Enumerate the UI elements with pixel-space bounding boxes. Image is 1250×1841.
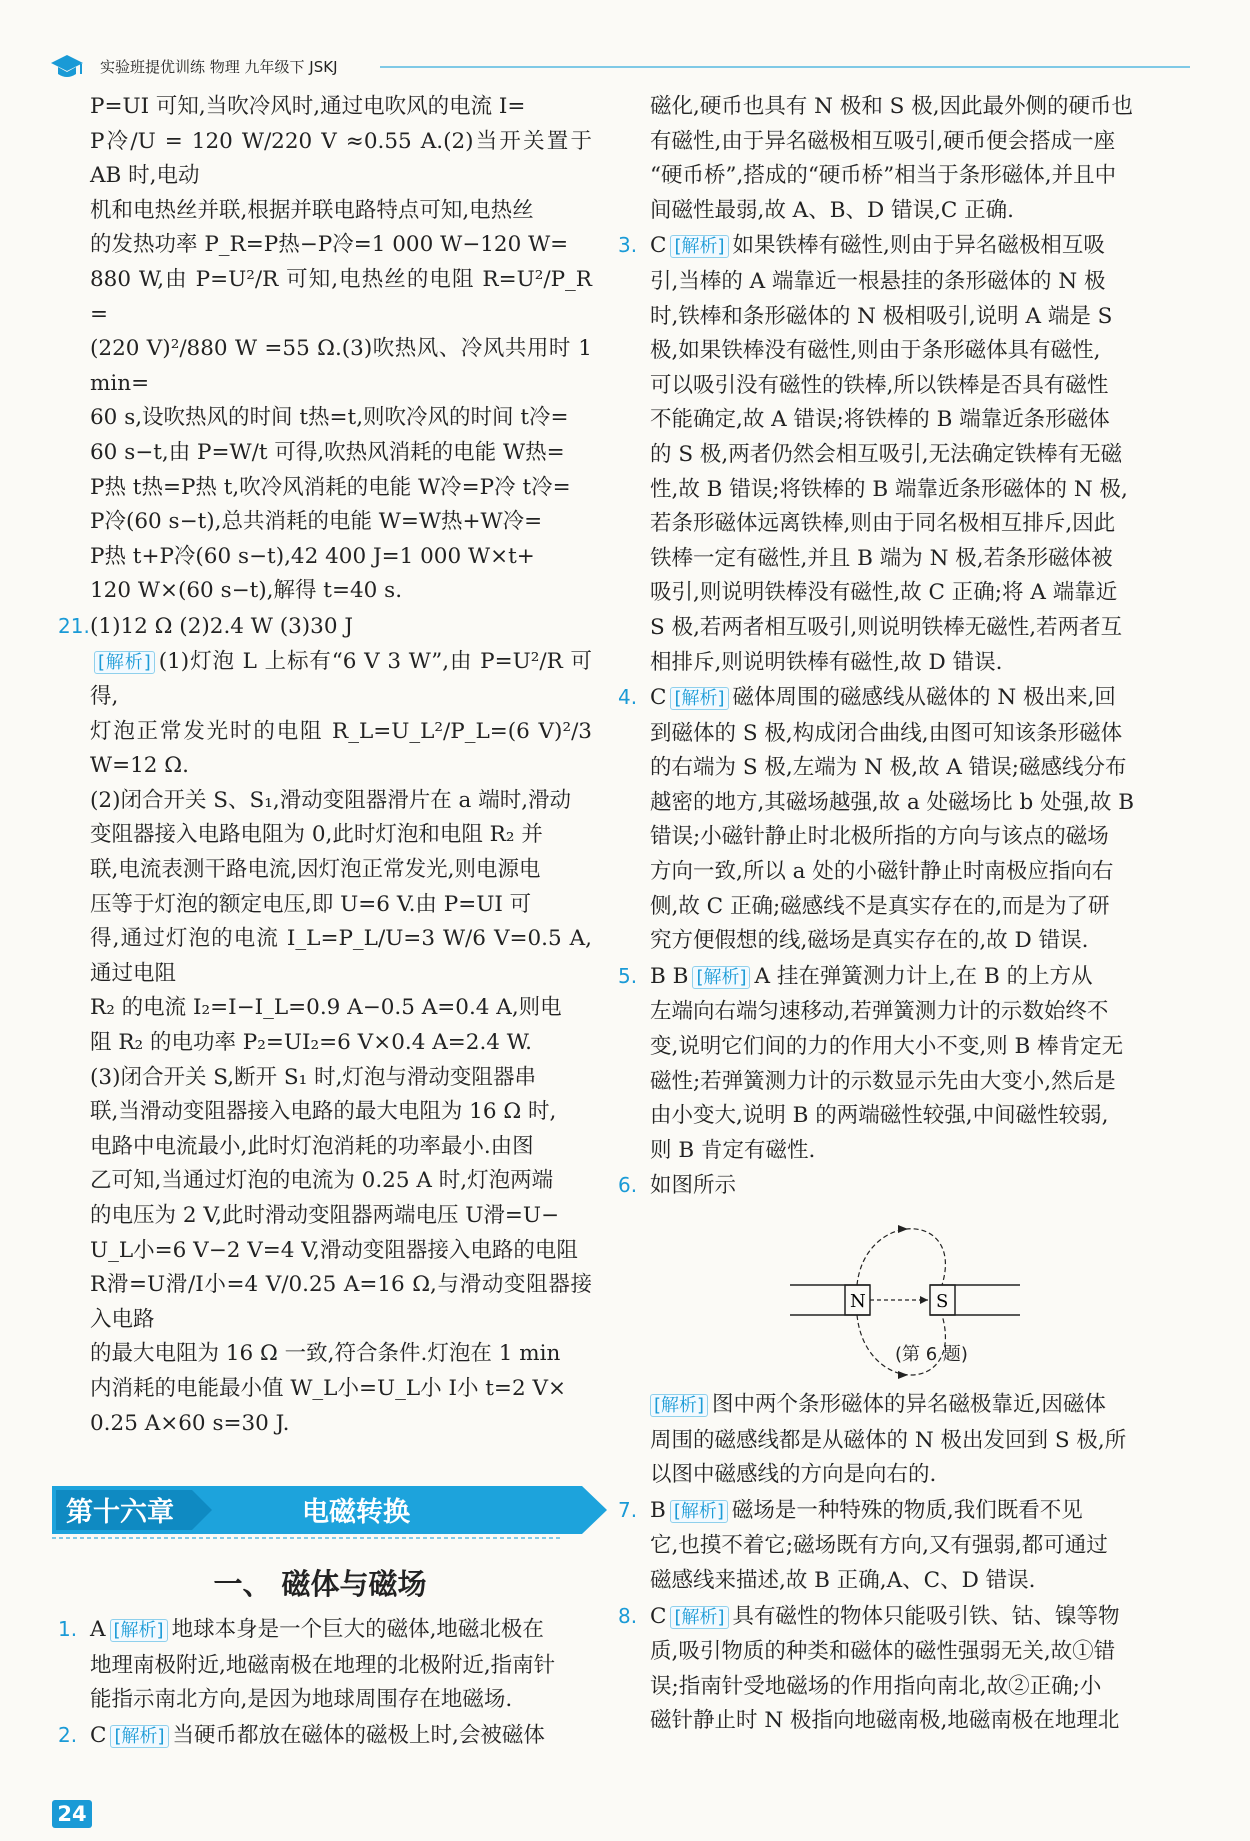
pole-N-label: N	[850, 1291, 866, 1312]
text-line: 120 W×(60 s−t),解得 t=40 s.	[90, 578, 403, 604]
section-title: 一、 磁体与磁场	[213, 1567, 427, 1601]
text-line: 磁性;若弹簧测力计的示数显示先由大变小,然后是	[650, 1068, 1116, 1094]
text-line: 它,也摸不着它;磁场既有方向,又有强弱,都可通过	[650, 1533, 1108, 1559]
text-line: R滑=U滑/I小=4 V/0.25 A=16 Ω,与滑动变阻器接入电路	[90, 1272, 592, 1332]
right-column	[618, 90, 1165, 1204]
text-line: 越密的地方,其磁场越强,故 a 处磁场比 b 处强,故 B	[650, 789, 1135, 815]
analysis-tag: [解析]	[670, 687, 728, 710]
text-line: 究方便假想的线,磁场是真实存在的,故 D 错误.	[650, 928, 1089, 954]
answer-text: 如图所示	[650, 1173, 737, 1199]
question-number: 4.	[618, 685, 638, 710]
header-title: 实验班提优训练 物理 九年级下 JSKJ	[100, 58, 338, 76]
text-line: 则 B 肯定有磁性.	[650, 1137, 816, 1163]
text-line: 磁感线来描述,故 B 正确,A、C、D 错误.	[650, 1567, 1036, 1593]
text-line: 由小变大,说明 B 的两端磁性较强,中间磁性较弱,	[650, 1103, 1109, 1129]
answer-q3	[618, 228, 1165, 265]
answer-text: B B	[650, 963, 689, 989]
field-arrow-bottom	[898, 1371, 908, 1379]
text-line: 的 S 极,两者仍然会相互吸引,无法确定铁棒有无磁	[650, 441, 1123, 467]
text-line: 60 s,设吹热风的时间 t热=t,则吹冷风的时间 t冷=	[90, 405, 569, 431]
analysis-tag: [解析]	[670, 1606, 728, 1629]
text-span: 磁场是一种特殊的物质,我们既看不见	[731, 1497, 1083, 1523]
page-number: 24	[52, 1800, 92, 1828]
right-column-bottom	[618, 1388, 1165, 1739]
header-rule	[380, 66, 1190, 68]
text-span: (1)灯泡 L 上标有“6 V 3 W”,由 P=U²/R 可得,	[90, 648, 592, 710]
text-line: 880 W,由 P=U²/R 可知,电热丝的电阻 R=U²/P_R =	[90, 266, 592, 327]
text-line: 的电压为 2 V,此时滑动变阻器两端电压 U滑=U−	[90, 1203, 560, 1228]
answer-text: C	[650, 1603, 667, 1629]
answer-q6	[618, 1168, 1165, 1204]
text-line: (2)闭合开关 S、S₁,滑动变阻器滑片在 a 端时,滑动	[90, 787, 572, 813]
answer-text: B	[650, 1497, 666, 1523]
text-span: 如果铁棒有磁性,则由于异名磁极相互吸	[732, 233, 1105, 259]
text-line: 机和电热丝并联,根据并联电路特点可知,电热丝	[90, 197, 534, 223]
text-line	[650, 1388, 1165, 1424]
text-line: (220 V)²/880 W =55 Ω.(3)吹热风、冷风共用时 1 min=	[90, 336, 592, 396]
answer-q8	[618, 1599, 1165, 1636]
text-line: 错误;小磁针静止时北极所指的方向与该点的磁场	[650, 824, 1109, 850]
analysis-tag: [解析]	[670, 1500, 728, 1523]
answer-q5	[618, 959, 1165, 996]
analysis-tag: [解析]	[110, 1619, 168, 1642]
text-line: 能指示南北方向,是因为地球周围存在地磁场.	[90, 1687, 513, 1713]
text-line: 压等于灯泡的额定电压,即 U=6 V.由 P=UI 可	[90, 891, 532, 917]
text-line: 误;指南针受地磁场的作用指向南北,故②正确;小	[650, 1673, 1102, 1699]
text-line: 若条形磁体远离铁棒,则由于同名极相互排斥,因此	[650, 511, 1116, 537]
text-line: 以图中磁感线的方向是向右的.	[650, 1462, 937, 1488]
text-line: 60 s−t,由 P=W/t 可得,吹热风消耗的电能 W热=	[90, 439, 565, 465]
text-span: 图中两个条形磁体的异名磁极靠近,因磁体	[712, 1392, 1106, 1417]
text-line: 阻 R₂ 的电功率 P₂=UI₂=6 V×0.4 A=2.4 W.	[90, 1030, 532, 1056]
text-line: 电路中电流最小,此时灯泡消耗的功率最小.由图	[90, 1133, 534, 1159]
question-number: 7.	[618, 1497, 638, 1522]
text-line: 左端向右端匀速移动,若弹簧测力计的示数始终不	[650, 999, 1109, 1025]
text-line: P冷/U = 120 W/220 V ≈0.55 A.(2)当开关置于 AB 时,电动	[90, 128, 592, 189]
text-line: 得,通过灯泡的电流 I_L=P_L/U=3 W/6 V=0.5 A,通过电阻	[90, 926, 592, 986]
text-line: 质,吸引物质的种类和磁体的磁性强弱无关,故①错	[650, 1639, 1116, 1665]
text-line: 的最大电阻为 16 Ω 一致,符合条件.灯泡在 1 min	[90, 1341, 561, 1367]
text-line: 地理南极附近,地磁南极在地理的北极附近,指南针	[90, 1652, 556, 1678]
figure-caption: (第 6 题)	[895, 1344, 968, 1365]
page-header	[50, 52, 1190, 86]
text-line: 磁针静止时 N 极指向地磁南极,地磁南极在地理北	[650, 1708, 1120, 1734]
answer-text: (1)12 Ω (2)2.4 W (3)30 J	[90, 613, 353, 639]
field-arrow-top	[898, 1225, 908, 1233]
text-line: R₂ 的电流 I₂=I−I_L=0.9 A−0.5 A=0.4 A,则电	[90, 995, 562, 1021]
text-line: 联,当滑动变阻器接入电路的最大电阻为 16 Ω 时,	[90, 1099, 557, 1125]
answer-text: A	[90, 1617, 106, 1642]
text-span: 地球本身是一个巨大的磁体,地磁北极在	[171, 1617, 544, 1642]
chapter-banner	[52, 1480, 607, 1540]
text-line: 乙可知,当通过灯泡的电流为 0.25 A 时,灯泡两端	[90, 1168, 554, 1194]
text-line	[90, 645, 592, 715]
text-line: 到磁体的 S 极,构成闭合曲线,由图可知该条形磁体	[650, 720, 1123, 746]
analysis-tag: [解析]	[650, 1394, 708, 1417]
text-line: 0.25 A×60 s=30 J.	[90, 1410, 290, 1436]
text-line: 变阻器接入电路电阻为 0,此时灯泡和电阻 R₂ 并	[90, 822, 543, 848]
text-span: 当硬币都放在磁体的磁极上时,会被磁体	[172, 1722, 545, 1748]
chapter-name: 电磁转换	[302, 1497, 410, 1528]
text-line: 铁棒一定有磁性,并且 B 端为 N 极,若条形磁体被	[650, 545, 1113, 571]
text-line: 性,故 B 错误;将铁棒的 B 端靠近条形磁体的 N 极,	[650, 476, 1128, 502]
question-number: 1.	[58, 1617, 78, 1641]
answer-q21	[58, 609, 592, 645]
text-line: 侧,故 C 正确;磁感线不是真实存在的,而是为了研	[650, 893, 1110, 919]
magnet-field-figure	[790, 1265, 1060, 1335]
text-line: 吸引,则说明铁棒没有磁性,故 C 正确;将 A 端靠近	[650, 580, 1118, 606]
pole-S-label: S	[936, 1291, 949, 1312]
text-span: 磁体周围的磁感线从磁体的 N 极出来,回	[732, 685, 1116, 711]
answer-q7	[618, 1493, 1165, 1530]
graduation-cap-icon	[50, 52, 84, 82]
question-number: 6.	[618, 1173, 638, 1198]
analysis-tag: [解析]	[670, 235, 728, 258]
answer-text: C	[650, 685, 667, 711]
question-number: 21.	[58, 613, 90, 638]
left-column	[58, 90, 592, 1441]
answer-text: C	[90, 1722, 107, 1748]
chapter-label: 第十六章	[66, 1497, 174, 1528]
question-number: 8.	[618, 1603, 638, 1628]
text-line: P=UI 可知,当吹冷风时,通过电吹风的电流 I=	[90, 94, 526, 119]
text-line: 极,如果铁棒没有磁性,则由于条形磁体具有磁性,	[650, 338, 1101, 364]
question-number: 5.	[618, 963, 638, 988]
text-line: 可以吸引没有磁性的铁棒,所以铁棒是否具有磁性	[650, 372, 1109, 398]
page-number-badge	[52, 1800, 92, 1828]
text-line: P热 t+P冷(60 s−t),42 400 J=1 000 W×t+	[90, 543, 535, 569]
analysis-tag: [解析]	[110, 1725, 168, 1748]
text-line: (3)闭合开关 S,断开 S₁ 时,灯泡与滑动变阻器串	[90, 1064, 536, 1090]
text-line: P热 t热=P热 t,吹冷风消耗的电能 W冷=P冷 t冷=	[90, 474, 571, 500]
text-span: A 挂在弹簧测力计上,在 B 的上方从	[754, 963, 1093, 989]
question-number: 2.	[58, 1722, 78, 1747]
analysis-tag: [解析]	[692, 966, 750, 989]
text-line: 不能确定,故 A 错误;将铁棒的 B 端靠近条形磁体	[650, 407, 1110, 433]
text-line: 周围的磁感线都是从磁体的 N 极出发回到 S 极,所	[650, 1427, 1127, 1453]
text-line: S 极,若两者相互吸引,则说明铁棒无磁性,若两者互	[650, 614, 1123, 640]
text-line: 内消耗的电能最小值 W_L小=U_L小 I小 t=2 V×	[90, 1375, 566, 1401]
field-arrow-middle	[920, 1296, 928, 1304]
text-line: 相排斥,则说明铁棒有磁性,故 D 错误.	[650, 649, 1003, 675]
question-number: 3.	[618, 233, 638, 258]
text-line: 引,当棒的 A 端靠近一根悬挂的条形磁体的 N 极	[650, 268, 1106, 294]
text-line: “硬币桥”,搭成的“硬币桥”相当于条形磁体,并且中	[650, 163, 1117, 189]
text-line: 间磁性最弱,故 A、B、D 错误,C 正确.	[650, 197, 1015, 223]
answer-q4	[618, 680, 1165, 717]
answer-q2	[58, 1718, 592, 1755]
analysis-tag: [解析]	[94, 651, 155, 674]
text-line: U_L小=6 V−2 V=4 V,滑动变阻器接入电路的电阻	[90, 1237, 578, 1263]
answer-q1	[58, 1612, 592, 1649]
text-line: 时,铁棒和条形磁体的 N 极相吸引,说明 A 端是 S	[650, 303, 1113, 329]
text-line: 方向一致,所以 a 处的小磁针静止时南极应指向右	[650, 859, 1114, 885]
answer-text: C	[650, 233, 667, 259]
text-line: 灯泡正常发光时的电阻 R_L=U_L²/P_L=(6 V)²/3 W=12 Ω.	[90, 718, 592, 779]
text-line: 变,说明它们间的力的作用大小不变,则 B 棒肯定无	[650, 1034, 1124, 1060]
left-column-bottom	[58, 1612, 592, 1754]
text-line: 磁化,硬币也具有 N 极和 S 极,因此最外侧的硬币也	[650, 94, 1134, 119]
text-span: 具有磁性的物体只能吸引铁、钴、镍等物	[732, 1603, 1120, 1629]
text-line: 联,电流表测干路电流,因灯泡正常发光,则电源电	[90, 857, 541, 883]
text-line: P冷(60 s−t),总共消耗的电能 W=W热+W冷=	[90, 509, 543, 535]
text-line: 的右端为 S 极,左端为 N 极,故 A 错误;磁感线分布	[650, 755, 1127, 781]
text-line: 的发热功率 P_R=P热−P冷=1 000 W−120 W=	[90, 232, 569, 258]
text-line: 有磁性,由于异名磁极相互吸引,硬币便会搭成一座	[650, 128, 1116, 154]
